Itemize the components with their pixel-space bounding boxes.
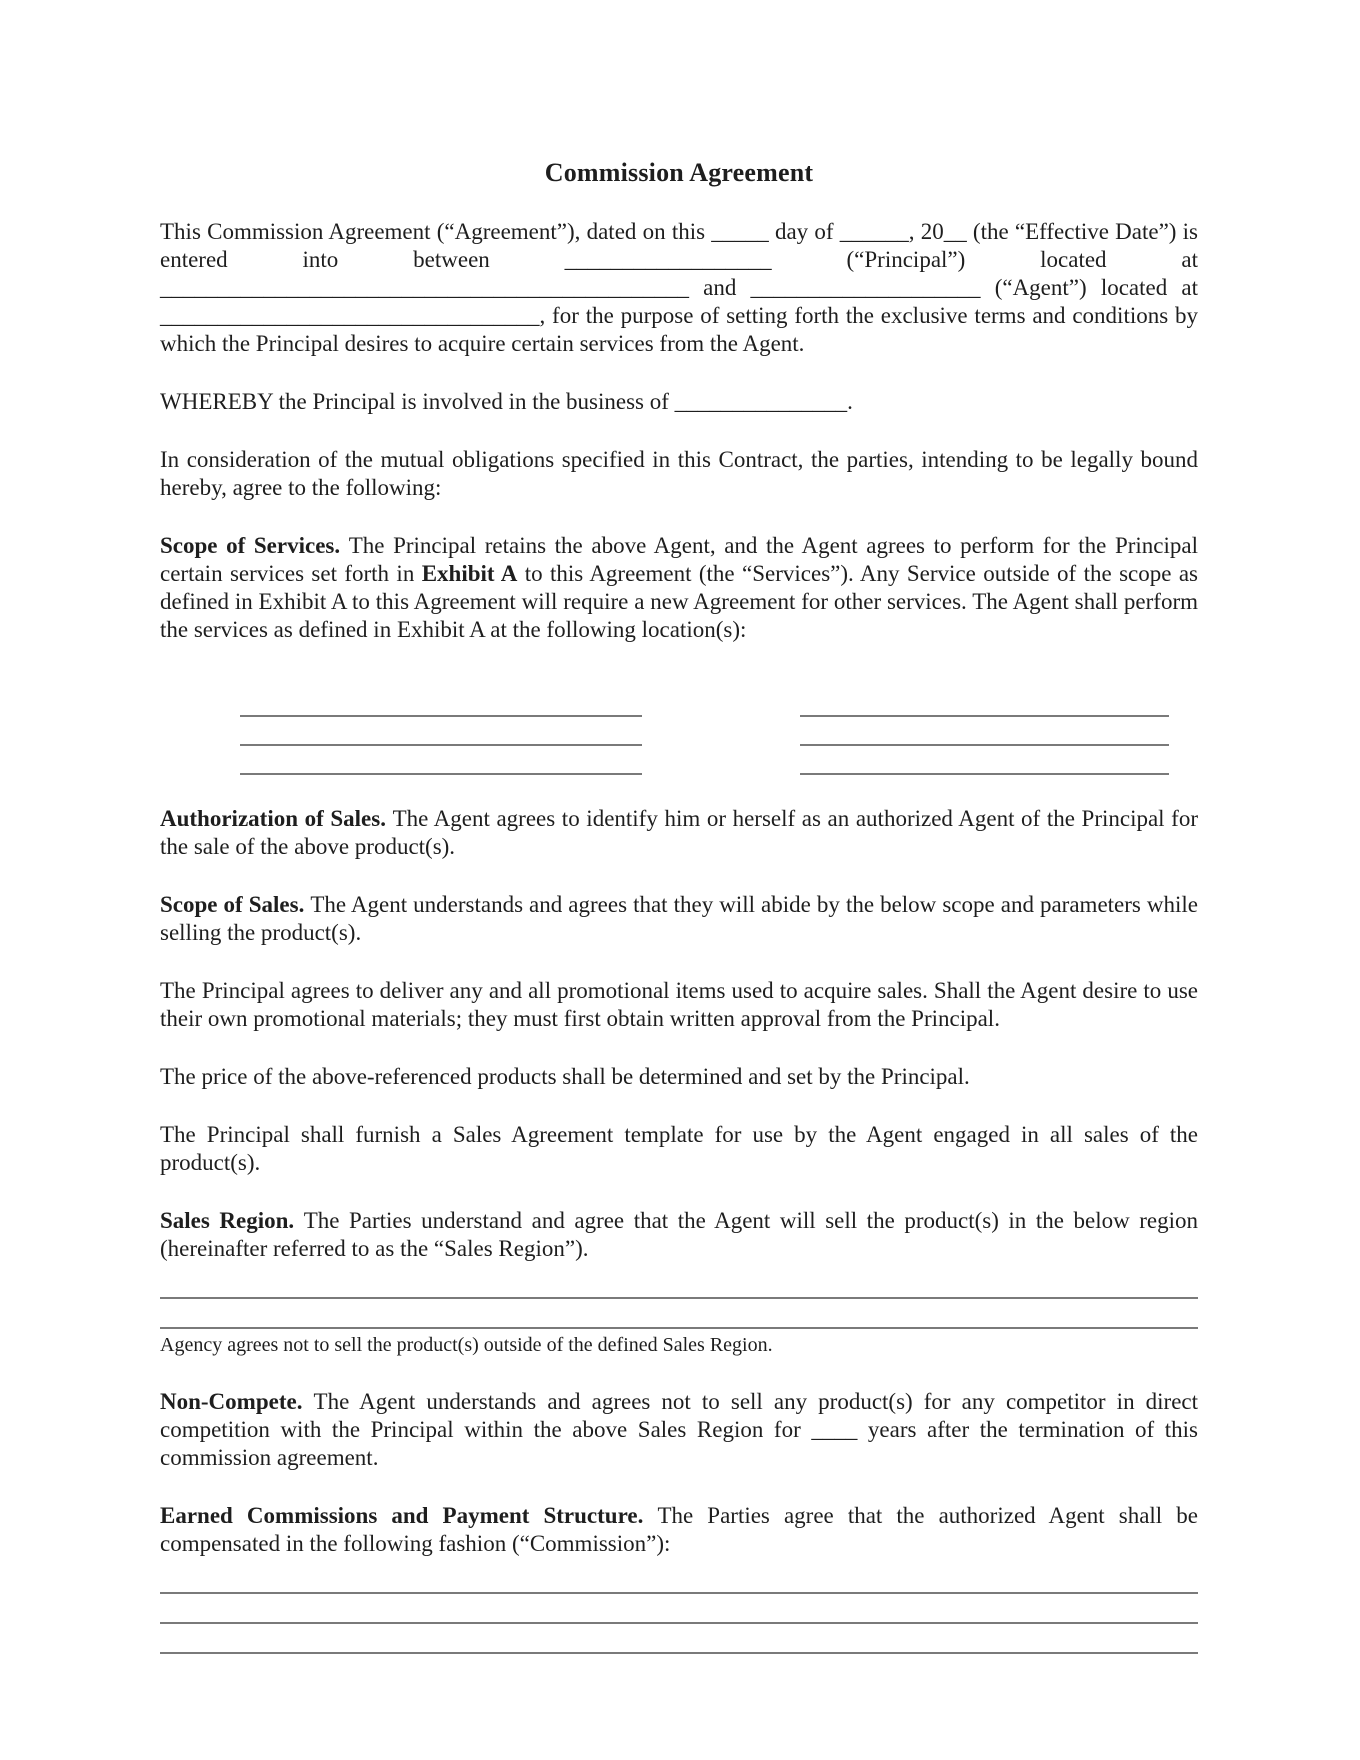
text-run: This Commission Agreement (“Agreement”), dated on this _____ day of ______, 20__ (the “Effective Date”) is entered into between __________________ (“Principal”) located at ______________________________________________ and ____________________ (“Agent”) located at _________________________________, for the purpose of setting forth the exclusive terms and conditions by which the Principal desires to acquire certain services from the Agent. bbox=[160, 219, 1198, 356]
section-heading: Authorization of Sales. bbox=[160, 806, 393, 831]
pricing-paragraph bbox=[160, 1063, 1198, 1091]
promotional-items-paragraph bbox=[160, 977, 1198, 1033]
earned-commissions-paragraph bbox=[160, 1502, 1198, 1558]
fill-in-line bbox=[160, 1594, 1198, 1624]
authorization-of-sales-paragraph bbox=[160, 805, 1198, 861]
text-run: to this Agreement (the “Services”). Any Service outside of the scope as defined in Exhibit A to this Agreement will require a new Agreement for other services. The Agent shall perform the services as defined in Exhibit A at the following location(s): bbox=[160, 561, 1198, 642]
fill-in-line bbox=[160, 1299, 1198, 1329]
location-fill-in-lines bbox=[160, 688, 1198, 775]
fill-in-line bbox=[800, 717, 1169, 746]
text-run: In consideration of the mutual obligations specified in this Contract, the parties, intending to be legally bound hereby, agree to the following: bbox=[160, 447, 1198, 500]
section-heading: Exhibit A bbox=[421, 561, 518, 586]
fill-in-column-2 bbox=[800, 688, 1169, 775]
consideration-paragraph bbox=[160, 446, 1198, 502]
text-run: The Parties understand and agree that the Agent will sell the product(s) in the below region (hereinafter referred to as the “Sales Region”). bbox=[160, 1208, 1198, 1261]
fill-in-column-1 bbox=[240, 688, 642, 775]
sales-region-fill-in-lines bbox=[160, 1269, 1198, 1329]
fill-in-line bbox=[800, 746, 1169, 775]
section-heading: Earned Commissions and Payment Structure. bbox=[160, 1503, 658, 1528]
intro-paragraph bbox=[160, 218, 1198, 358]
sales-agreement-template-paragraph bbox=[160, 1121, 1198, 1177]
text-run: The Principal agrees to deliver any and all promotional items used to acquire sales. Shall the Agent desire to use their own promotional materials; they must first obtain written approval from the Principal. bbox=[160, 978, 1198, 1031]
fill-in-line bbox=[160, 1624, 1198, 1654]
text-run: The Agent agrees to identify him or herself as an authorized Agent of the Principal for the sale of the above product(s). bbox=[160, 806, 1198, 859]
fill-in-line bbox=[160, 1564, 1198, 1594]
fill-in-line bbox=[240, 717, 642, 746]
section-heading: Sales Region. bbox=[160, 1208, 304, 1233]
fill-in-line bbox=[240, 688, 642, 717]
fill-in-line bbox=[240, 746, 642, 775]
fill-in-line bbox=[800, 688, 1169, 717]
section-heading: Scope of Services. bbox=[160, 533, 349, 558]
section-heading: Scope of Sales. bbox=[160, 892, 311, 917]
text-run: The Principal retains the above Agent, and the Agent agrees to perform for the Principal certain services set forth in bbox=[160, 533, 1198, 586]
sales-region-note bbox=[160, 1333, 1198, 1358]
non-compete-paragraph bbox=[160, 1388, 1198, 1472]
commission-fill-in-lines bbox=[160, 1564, 1198, 1654]
text-run: Agency agrees not to sell the product(s) outside of the defined Sales Region. bbox=[160, 1334, 773, 1356]
scope-of-sales-paragraph bbox=[160, 891, 1198, 947]
text-run: The Agent understands and agrees not to sell any product(s) for any competitor in direct competition with the Principal within the above Sales Region for ____ years after the termination of this commission agreement. bbox=[160, 1389, 1198, 1470]
whereby-paragraph bbox=[160, 388, 1198, 416]
document-title: Commission Agreement bbox=[544, 158, 814, 187]
fill-in-line bbox=[160, 1269, 1198, 1299]
scope-of-services-paragraph bbox=[160, 532, 1198, 644]
text-run: The Principal shall furnish a Sales Agreement template for use by the Agent engaged in all sales of the product(s). bbox=[160, 1122, 1198, 1175]
text-run: The Parties agree that the authorized Agent shall be compensated in the following fashion (“Commission”): bbox=[160, 1503, 1198, 1556]
text-run: The price of the above-referenced products shall be determined and set by the Principal. bbox=[160, 1064, 970, 1089]
section-heading: Non-Compete. bbox=[160, 1389, 314, 1414]
text-run: WHEREBY the Principal is involved in the business of _______________. bbox=[160, 389, 853, 414]
text-run: The Agent understands and agrees that they will abide by the below scope and parameters while selling the product(s). bbox=[160, 892, 1198, 945]
document-body bbox=[160, 218, 1198, 1654]
sales-region-paragraph bbox=[160, 1207, 1198, 1263]
